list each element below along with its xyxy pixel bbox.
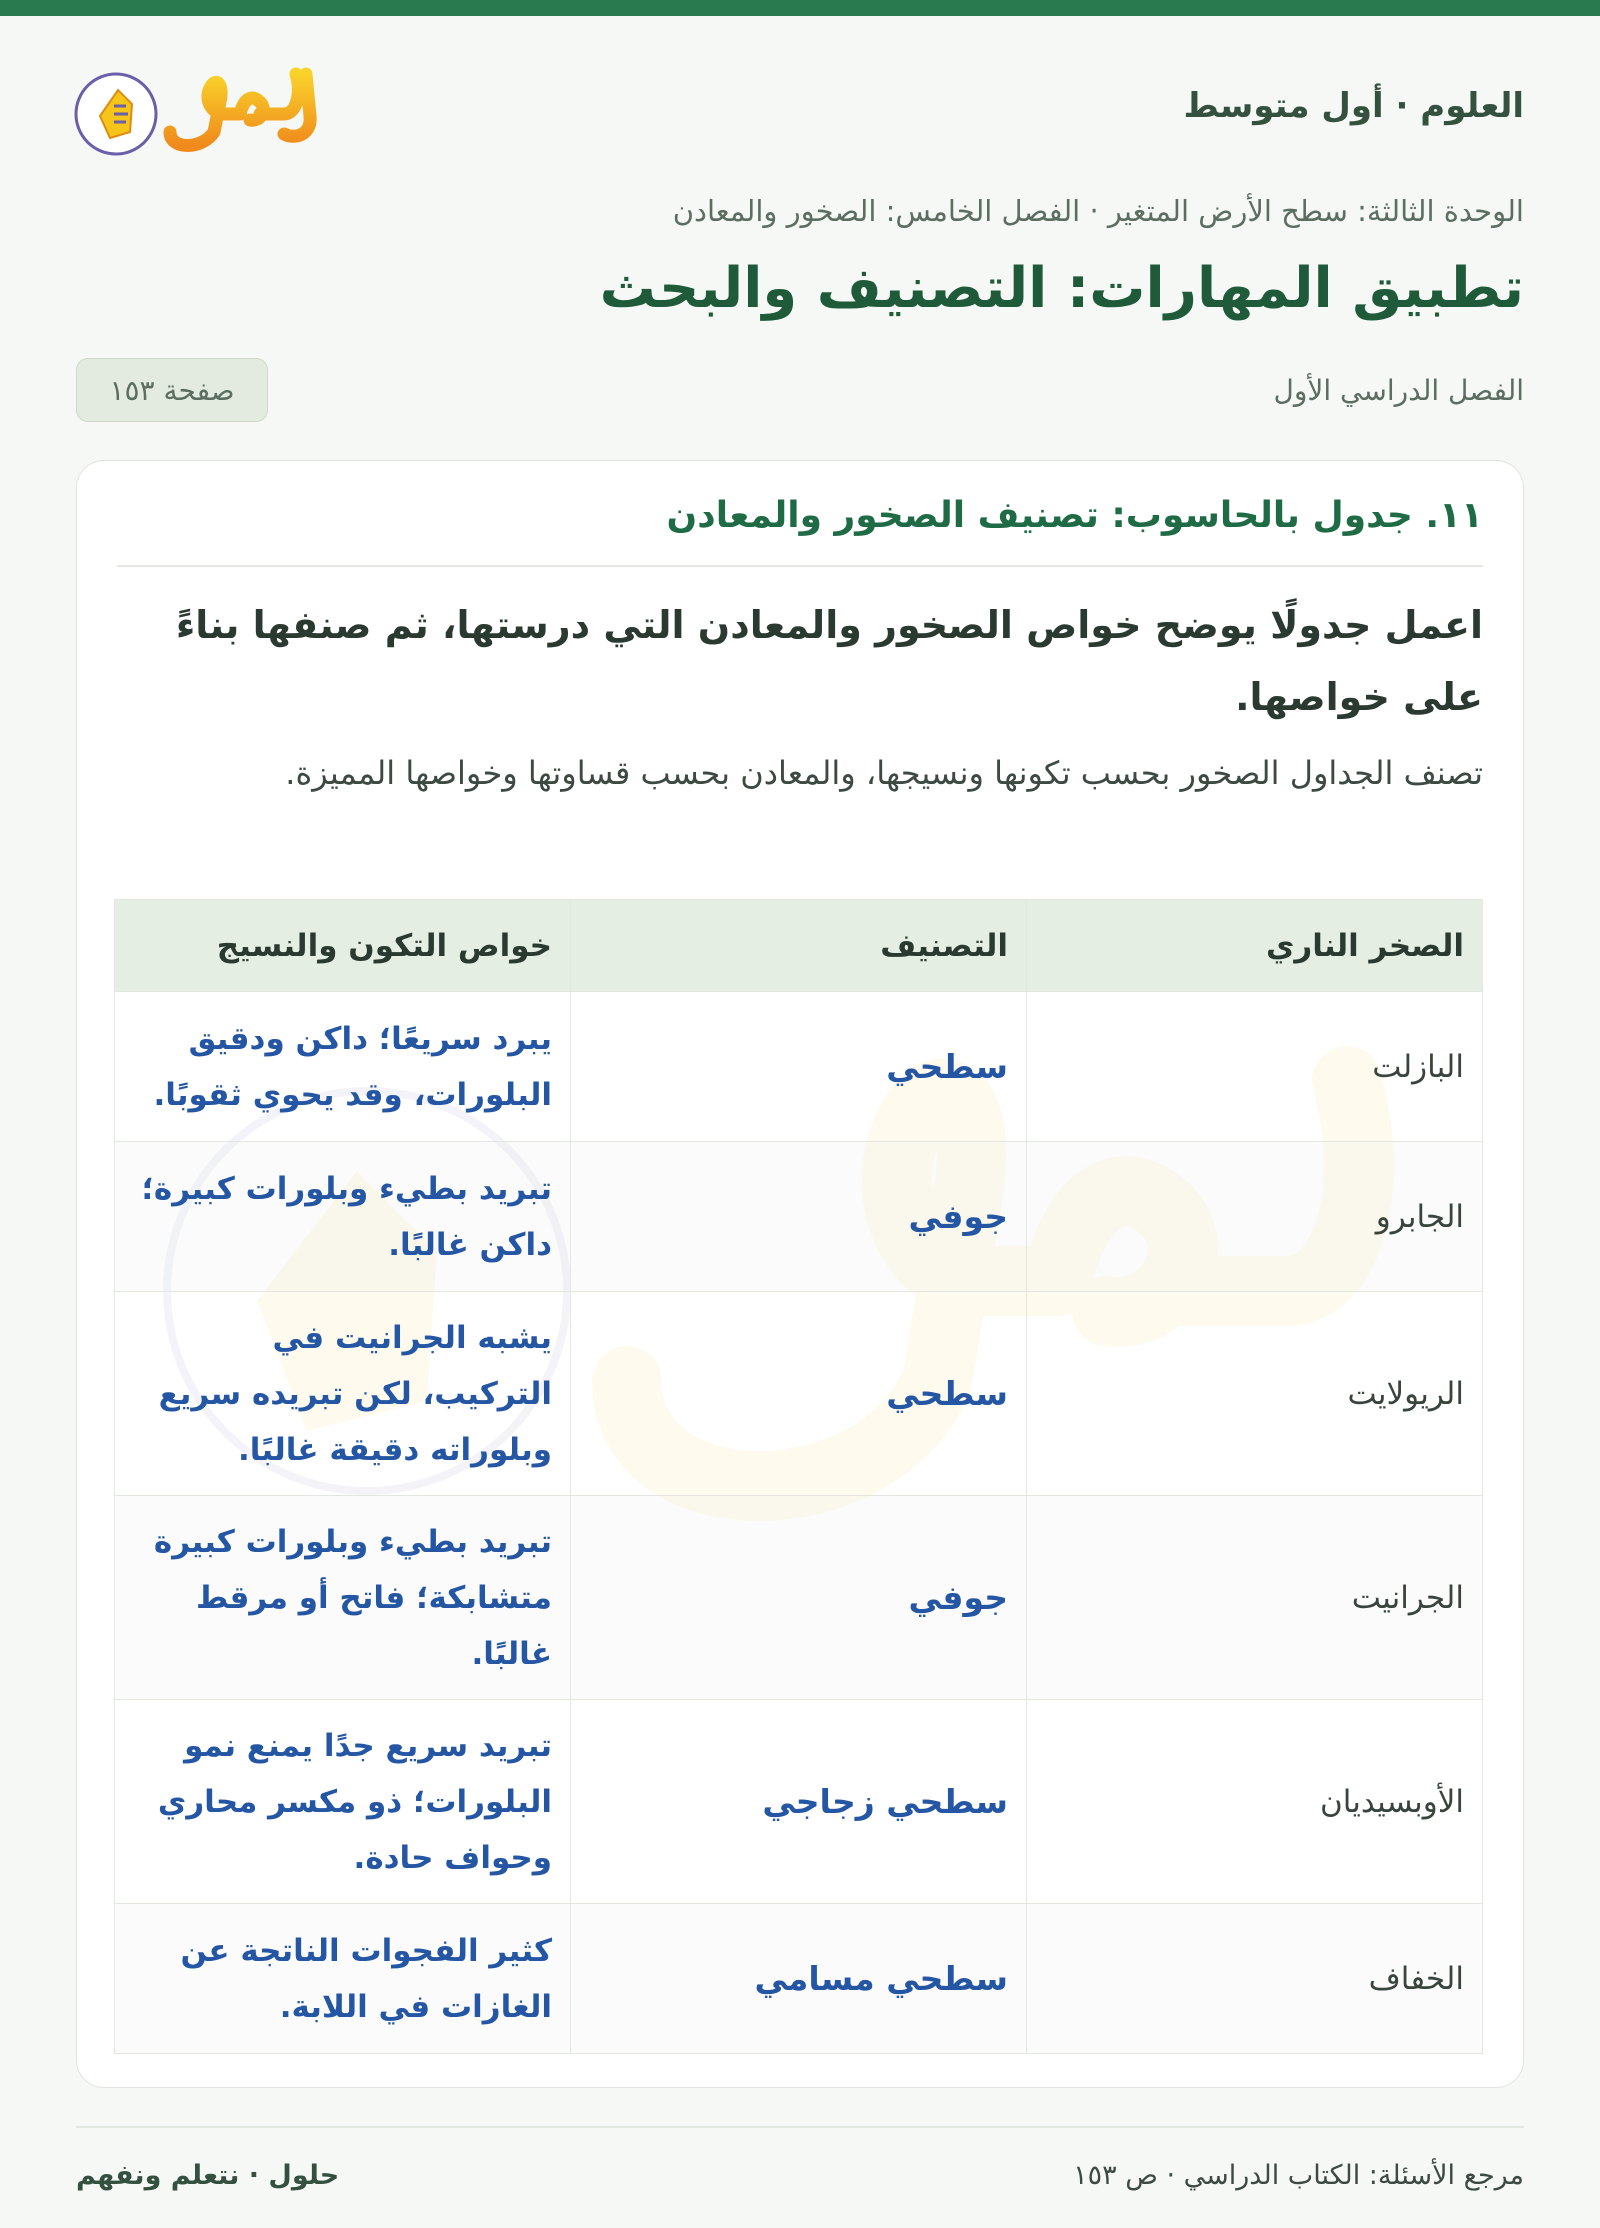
rock-name: البازلت <box>1027 992 1483 1142</box>
rock-classification: سطحي <box>571 1292 1027 1496</box>
header-rock: الصخر الناري <box>1027 900 1483 992</box>
table-row <box>115 1700 1483 1904</box>
logo-icon <box>74 54 334 158</box>
term-label: الفصل الدراسي الأول <box>1273 374 1524 407</box>
rock-name: الريولايت <box>1027 1292 1483 1496</box>
rock-properties: تبريد بطيء وبلورات كبيرة متشابكة؛ فاتح أو مرقط غالبًا. <box>115 1496 571 1700</box>
breadcrumb: الوحدة الثالثة: سطح الأرض المتغير · الفصل الخامس: الصخور والمعادن <box>672 194 1524 228</box>
question-prompt: اعمل جدولًا يوضح خواص الصخور والمعادن التي درستها، ثم صنفها بناءً على خواصها. <box>175 603 1483 719</box>
table-row <box>115 992 1483 1142</box>
rock-properties: تبريد بطيء وبلورات كبيرة؛ داكن غالبًا. <box>115 1142 571 1292</box>
table-row <box>115 1142 1483 1292</box>
header-classification: التصنيف <box>571 900 1027 992</box>
rock-name: الجابرو <box>1027 1142 1483 1292</box>
rock-classification: جوفي <box>571 1142 1027 1292</box>
rock-properties: تبريد سريع جدًا يمنع نمو البلورات؛ ذو مكسر محاري وحواف حادة. <box>115 1700 571 1904</box>
footer-reference: مرجع الأسئلة: الكتاب الدراسي · ص ١٥٣ <box>1073 2160 1524 2191</box>
rock-classification: سطحي زجاجي <box>571 1700 1027 1904</box>
footer-divider <box>76 2126 1524 2128</box>
table-row <box>115 1292 1483 1496</box>
rock-classification: جوفي <box>571 1496 1027 1700</box>
footer-brand: حلول · نتعلم ونفهم <box>76 2160 340 2191</box>
rock-properties: كثير الفجوات الناتجة عن الغازات في اللابة. <box>115 1904 571 2054</box>
rock-name: الجرانيت <box>1027 1496 1483 1700</box>
header-properties: خواص التكون والنسيج <box>115 900 571 992</box>
rock-properties: يبرد سريعًا؛ داكن ودقيق البلورات، وقد يحوي ثقوبًا. <box>115 992 571 1142</box>
rock-name: الأوبسيديان <box>1027 1700 1483 1904</box>
table-header-row <box>115 900 1483 992</box>
page-title: تطبيق المهارات: التصنيف والبحث <box>599 256 1524 321</box>
question-intro: تصنف الجداول الصخور بحسب تكونها ونسيجها، والمعادن بحسب قساوتها وخواصها المميزة. <box>285 754 1483 792</box>
page-number-badge: صفحة ١٥٣ <box>76 358 268 422</box>
table-row <box>115 1904 1483 2054</box>
question-card <box>76 460 1524 2088</box>
rock-classification: سطحي <box>571 992 1027 1142</box>
top-accent-bar <box>0 0 1600 16</box>
table-row <box>115 1496 1483 1700</box>
subject-label: العلوم · أول متوسط <box>1183 86 1524 126</box>
question-title: ١١. جدول بالحاسوب: تصنيف الصخور والمعادن <box>117 495 1483 567</box>
rocks-table <box>114 899 1483 2054</box>
hulul-logo[interactable] <box>74 54 334 158</box>
rock-name: الخفاف <box>1027 1904 1483 2054</box>
rock-properties: يشبه الجرانيت في التركيب، لكن تبريده سريع وبلوراته دقيقة غالبًا. <box>115 1292 571 1496</box>
rock-classification: سطحي مسامي <box>571 1904 1027 2054</box>
